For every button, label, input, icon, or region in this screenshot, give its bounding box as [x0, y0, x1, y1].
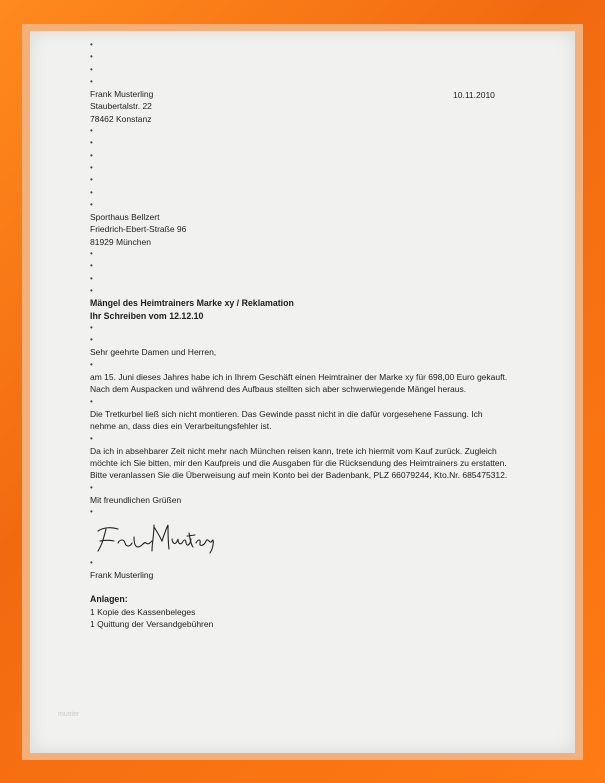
spacer-bullet: • [90, 285, 93, 295]
reference-line: Ihr Schreiben vom 12.12.10 [90, 310, 204, 321]
spacer-bullet: • [90, 150, 93, 160]
spacer-bullet: • [90, 187, 93, 197]
attachment-item: 1 Kopie des Kassenbeleges [90, 606, 196, 617]
spacer-bullet: • [90, 335, 93, 345]
subject-line: Mängel des Heimtrainers Marke xy / Reklamation [90, 298, 294, 309]
spacer-bullet: • [90, 359, 93, 369]
spacer-bullet: • [90, 273, 93, 283]
spacer-bullet: • [90, 52, 93, 62]
spacer-bullet: • [90, 249, 93, 259]
letter-date: 10.11.2010 [453, 90, 495, 100]
spacer-bullet: • [90, 507, 93, 517]
salutation: Sehr geehrte Damen und Herren, [90, 347, 217, 358]
watermark-text: muster [58, 711, 80, 718]
letter-body [90, 39, 510, 630]
spacer-bullet: • [90, 433, 93, 443]
spacer-bullet: • [90, 40, 93, 49]
paragraph-purchase: am 15. Juni dieses Jahres habe ich in Ihrem Geschäft einen Heimtrainer der Marke xy für 698,00 Euro gekauft. Nach dem Auspacken und während des Aufbaus stellten sich aber schwerwiegende Mängel heraus. [90, 372, 508, 395]
letter-page [30, 31, 575, 753]
spacer-bullet: • [90, 126, 93, 136]
spacer-bullet: • [90, 261, 93, 271]
recipient-name: Sporthaus Bellzert [90, 212, 160, 223]
closing: Mit freundlichen Grüßen [90, 494, 182, 505]
signed-name: Frank Musterling [90, 569, 154, 580]
sender-name: Frank Musterling [90, 89, 154, 100]
sender-city: 78462 Konstanz [90, 113, 152, 124]
spacer-blank [90, 581, 510, 593]
handwritten-signature [92, 521, 222, 555]
spacer-bullet: • [90, 162, 93, 172]
recipient-city: 81929 München [90, 236, 151, 247]
paragraph-transfer: Bitte veranlassen Sie die Überweisung auf mein Konto bei der Badenbank, PLZ 66079244, Kto.Nr. 685475312. [90, 470, 508, 481]
spacer-bullet: • [90, 138, 93, 148]
spacer-bullet: • [90, 64, 93, 74]
attachment-item: 1 Quittung der Versandgebühren [90, 619, 214, 630]
paragraph-defect: Die Tretkurbel ließ sich nicht montieren. Das Gewinde passt nicht in die dafür vorgesehene Fassung. Ich nehme an, dass dies ein Verarbeitungsfehler ist. [90, 408, 483, 432]
recipient-street: Friedrich-Ebert-Straße 96 [90, 224, 187, 235]
attachments-title: Anlagen: [90, 594, 128, 605]
spacer-bullet: • [90, 175, 93, 185]
spacer-bullet: • [90, 396, 93, 406]
spacer-bullet: • [90, 482, 93, 492]
sender-street: Staubertalstr. 22 [90, 101, 152, 112]
spacer-bullet: • [90, 557, 93, 567]
spacer-bullet: • [90, 322, 93, 332]
spacer-bullet: • [90, 76, 93, 86]
spacer-bullet: • [90, 199, 93, 209]
paragraph-withdrawal: Da ich in absehbarer Zeit nicht mehr nach München reisen kann, trete ich hiermit vom Kauf zurück. Zugleich möchte ich Sie bitten, mir den Kaufpreis und die Ausgaben für die Rücksendung des Heimtrainers zu erstatten. [90, 445, 507, 469]
